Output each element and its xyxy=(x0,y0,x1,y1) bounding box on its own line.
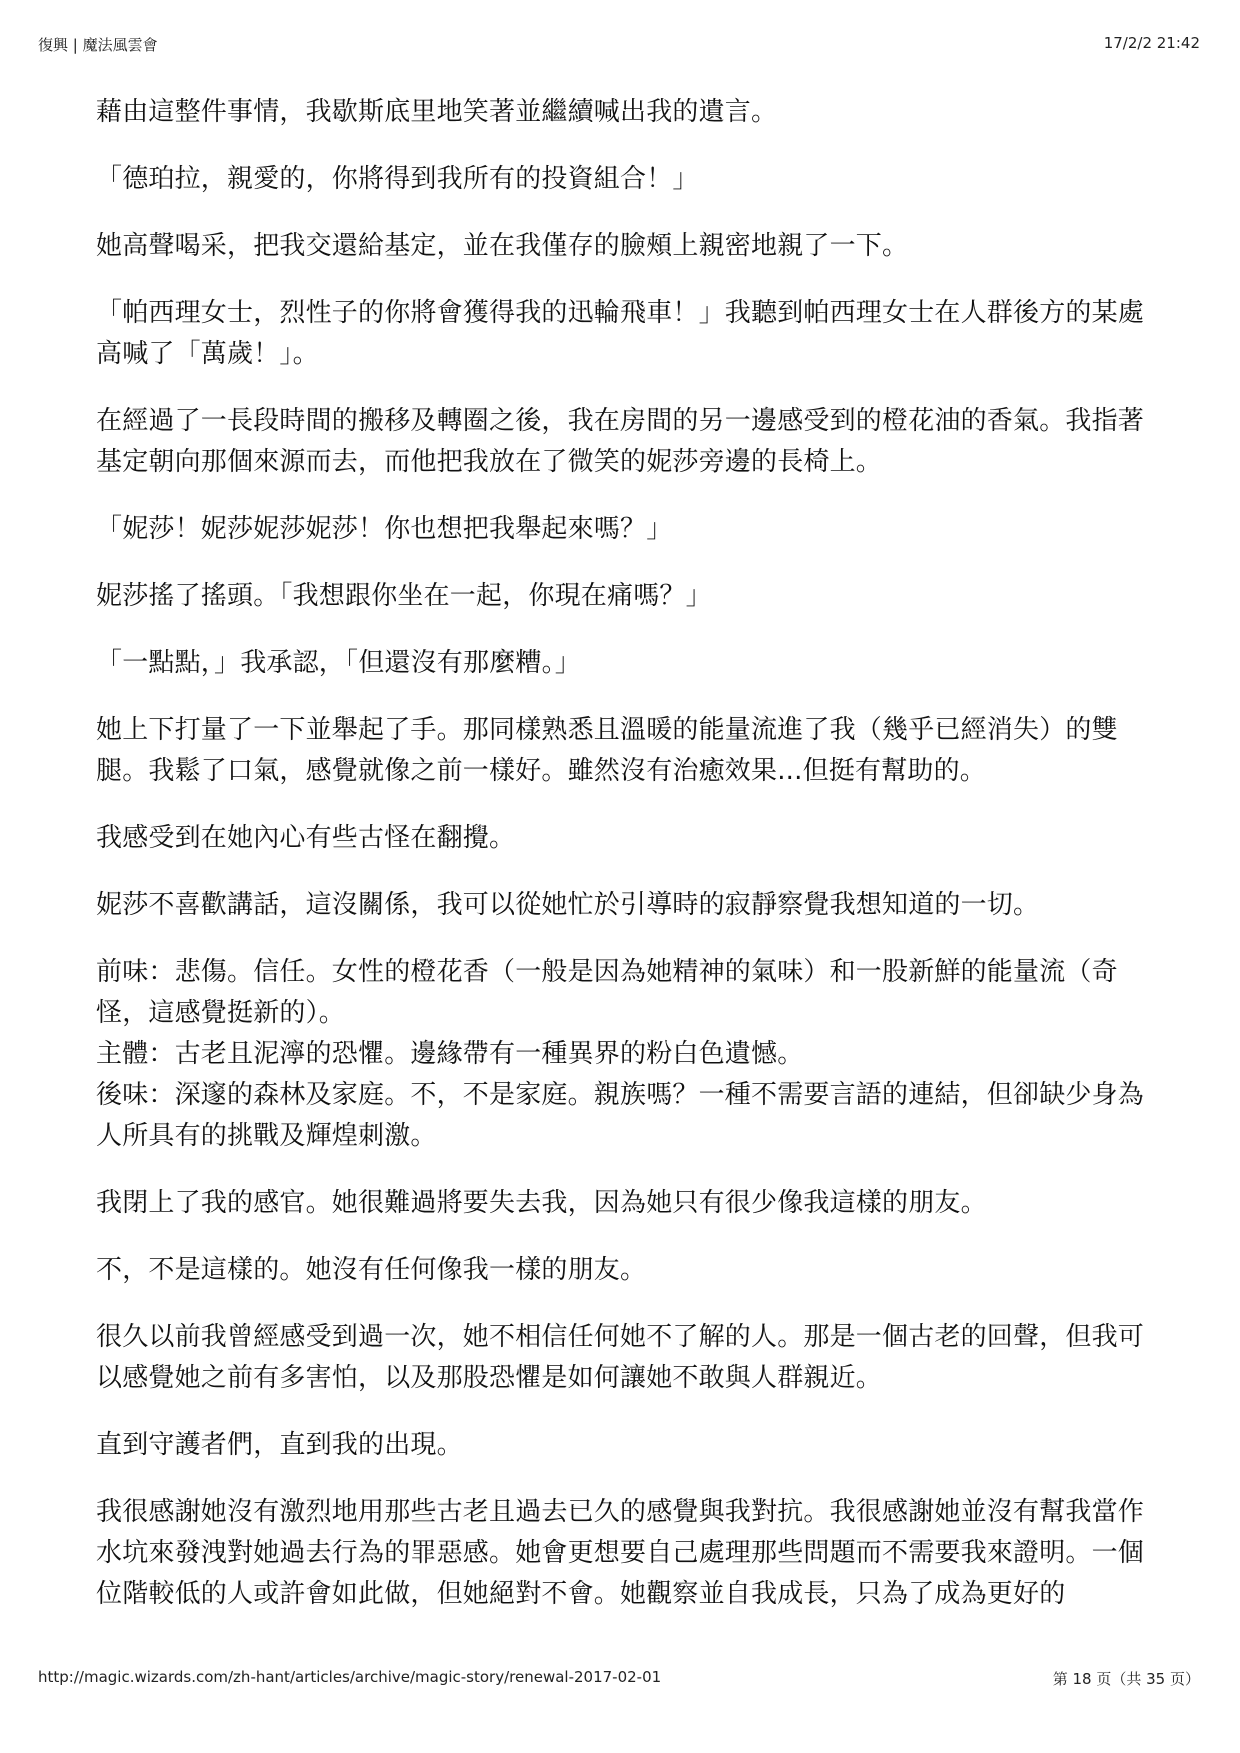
paragraph: 「妮莎！妮莎妮莎妮莎！你也想把我舉起來嗎？」 xyxy=(96,514,673,544)
scent-note-body: 主體：古老且泥濘的恐懼。邊緣帶有一種異界的粉白色遺憾。 xyxy=(96,1039,804,1069)
scent-note-finish: 後味：深邃的森林及家庭。不，不是家庭。親族嗎？一種不需要言語的連結，但卻缺少身為人所具有的挑戰及輝煌刺激。 xyxy=(96,1080,1145,1151)
paragraph: 不，不是這樣的。她沒有任何像我一樣的朋友。 xyxy=(96,1255,647,1285)
paragraph: 在經過了一長段時間的搬移及轉圈之後，我在房間的另一邊感受到的橙花油的香氣。我指著基定朝向那個來源而去，而他把我放在了微笑的妮莎旁邊的長椅上。 xyxy=(96,406,1145,477)
paragraph: 直到守護者們，直到我的出現。 xyxy=(96,1430,463,1460)
paragraph: 藉由這整件事情，我歇斯底里地笑著並繼續喊出我的遺言。 xyxy=(96,97,778,127)
paragraph: 很久以前我曾經感受到過一次，她不相信任何她不了解的人。那是一個古老的回聲，但我可以感覺她之前有多害怕，以及那股恐懼是如何讓她不敢與人群親近。 xyxy=(96,1322,1145,1393)
paragraph: 「一點點，」我承認，「但還沒有那麼糟。」 xyxy=(96,648,582,678)
paragraph: 妮莎搖了搖頭。「我想跟你坐在一起，你現在痛嗎？」 xyxy=(96,581,712,611)
header-timestamp: 17/2/2 21:42 xyxy=(1103,34,1200,52)
paragraph: 「帕西理女士，烈性子的你將會獲得我的迅輪飛車！」我聽到帕西理女士在人群後方的某處高喊了「萬歲！」。 xyxy=(96,298,1145,369)
footer-page-number: 第 18 页（共 35 页） xyxy=(1052,1670,1200,1688)
paragraph: 我閉上了我的感官。她很難過將要失去我，因為她只有很少像我這樣的朋友。 xyxy=(96,1188,987,1218)
paragraph: 「德珀拉，親愛的，你將得到我所有的投資組合！」 xyxy=(96,164,699,194)
article-body xyxy=(96,92,1146,1641)
paragraph: 她高聲喝采，把我交還給基定，並在我僅存的臉頰上親密地親了一下。 xyxy=(96,231,909,261)
scent-notes xyxy=(96,952,1146,1157)
paragraph: 我很感謝她沒有激烈地用那些古老且過去已久的感覺與我對抗。我很感謝她並沒有幫我當作水坑來發洩對她過去行為的罪惡感。她會更想要自己處理那些問題而不需要我來證明。一個位階較低的人或許會如此做，但她絕對不會。她觀察並自我成長，只為了成為更好的 xyxy=(96,1497,1145,1609)
paragraph: 我感受到在她內心有些古怪在翻攪。 xyxy=(96,823,516,853)
header-title: 復興 | 魔法風雲會 xyxy=(38,36,158,54)
scent-note-top: 前味：悲傷。信任。女性的橙花香（一般是因為她精神的氣味）和一股新鮮的能量流（奇怪，這感覺挺新的）。 xyxy=(96,957,1118,1028)
paragraph: 妮莎不喜歡講話，這沒關係，我可以從她忙於引導時的寂靜察覺我想知道的一切。 xyxy=(96,890,1040,920)
footer-url: http://magic.wizards.com/zh-hant/articles/archive/magic-story/renewal-2017-02-01 xyxy=(38,1668,662,1686)
paragraph: 她上下打量了一下並舉起了手。那同樣熟悉且溫暖的能量流進了我（幾乎已經消失）的雙腿。我鬆了口氣，感覺就像之前一樣好。雖然沒有治癒效果...但挺有幫助的。 xyxy=(96,715,1118,786)
